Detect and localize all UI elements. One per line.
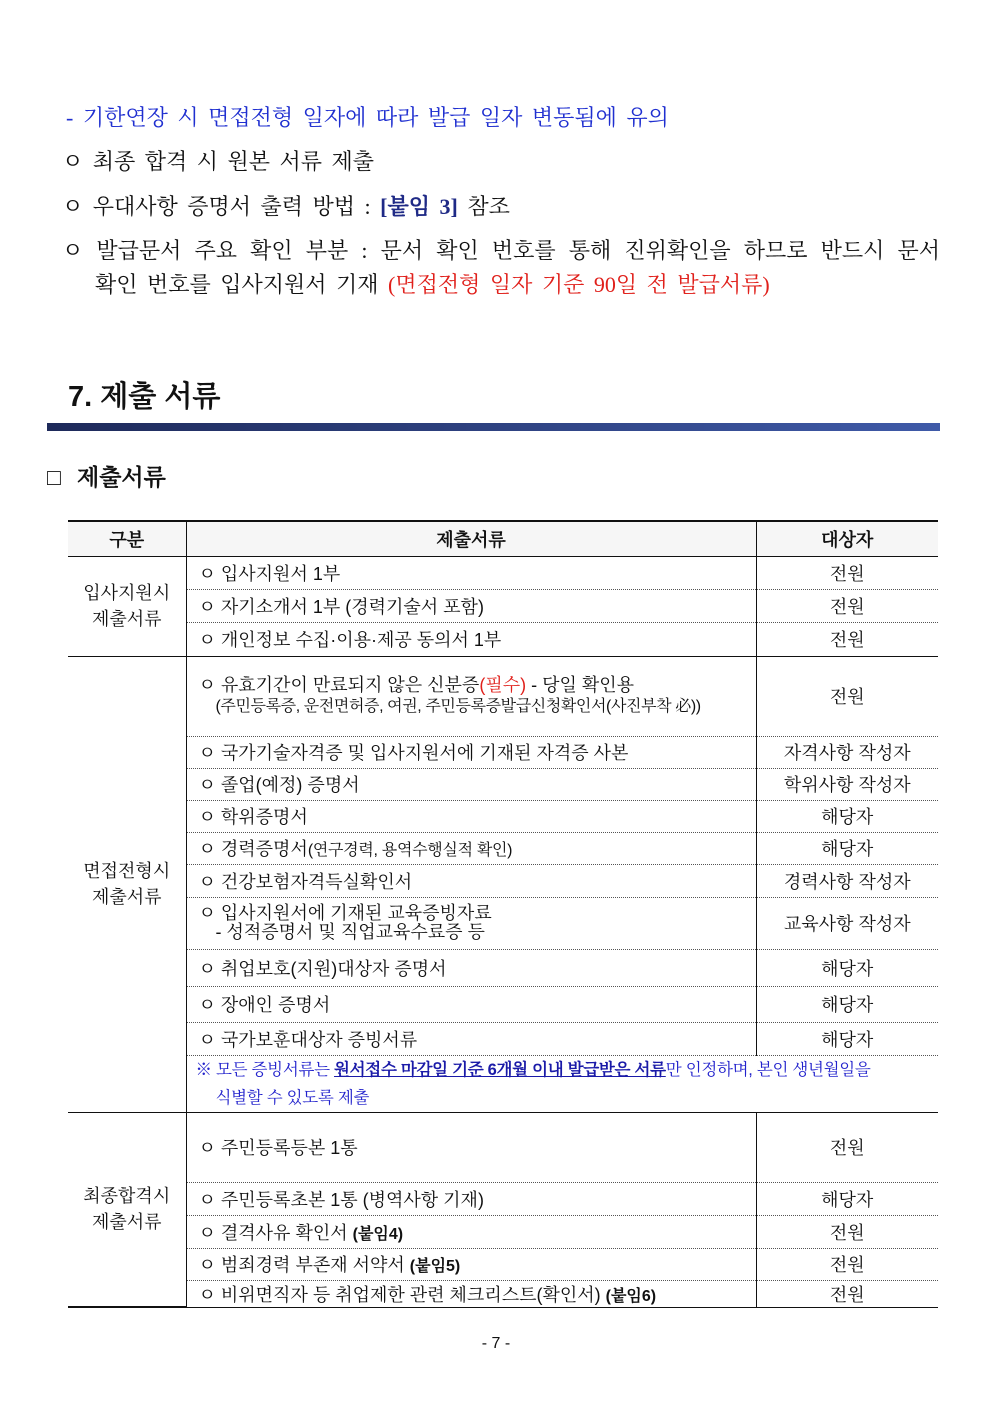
- category-label: 최종합격시: [83, 1186, 171, 1207]
- deadline-extension-note: - 기한연장 시 면접전형 일자에 따라 발급 일자 변동됨에 유의: [66, 105, 669, 130]
- subsection-heading: [47, 462, 166, 492]
- document-item: [186, 1248, 756, 1280]
- target-cell: 전원: [756, 622, 938, 656]
- table-row: [68, 1182, 938, 1215]
- target-cell: 전원: [756, 589, 938, 622]
- target-cell: 교육사항 작성자: [756, 897, 938, 949]
- final-original-documents-note: ㅇ 최종 합격 시 원본 서류 제출: [62, 149, 375, 174]
- header-documents: 제출서류: [186, 521, 756, 556]
- document-item: [186, 1215, 756, 1248]
- category-label: 입사지원시: [83, 583, 171, 603]
- category-label: 면접전형시: [83, 861, 171, 881]
- preference-print-suffix: 참조: [457, 194, 510, 219]
- note-suffix-line1: 만 인정하며, 본인 생년월일을: [665, 1060, 871, 1079]
- target-cell: 경력사항 작성자: [756, 864, 938, 897]
- document-item-main: ㅇ 입사지원서에 기재된 교육증빙자료: [198, 903, 492, 923]
- target-cell: 전원: [756, 1215, 938, 1248]
- document-item: ㅇ 개인정보 수집·이용·제공 동의서 1부: [186, 622, 756, 656]
- document-item: [186, 1280, 756, 1307]
- verification-highlight: (면접전형 일자 기준 90일 전 발급서류): [388, 272, 770, 297]
- target-cell: 자격사항 작성자: [756, 736, 938, 768]
- target-cell: 전원: [756, 1112, 938, 1182]
- document-detail: (연구경력, 용역수행실적 확인): [307, 842, 513, 859]
- table-row: [68, 1280, 938, 1307]
- document-item: ㅇ 장애인 증명서: [186, 986, 756, 1022]
- target-cell: 학위사항 작성자: [756, 768, 938, 800]
- category-label: 제출서류: [91, 1212, 162, 1233]
- attachment-reference: (붙임5): [409, 1258, 461, 1275]
- table-row: [68, 949, 938, 986]
- target-cell: 전원: [756, 556, 938, 589]
- table-row: [68, 1112, 938, 1182]
- document-item-sub: - 성적증명서 및 직업교육수료증 등: [215, 922, 485, 942]
- table-row: [68, 800, 938, 832]
- document-text: ㅇ 경력증명서: [198, 839, 308, 859]
- submission-documents-table: [68, 520, 938, 1308]
- section-divider-bar: [47, 423, 940, 431]
- document-item: [186, 897, 756, 949]
- verification-note-line1: ㅇ 발급문서 주요 확인 부분 : 문서 확인 번호를 통해 진위확인을 하므로 반드시 문서: [62, 238, 940, 263]
- table-row: [68, 864, 938, 897]
- table-row: [68, 986, 938, 1022]
- document-item: ㅇ 자기소개서 1부 (경력기술서 포함): [186, 589, 756, 622]
- document-text: ㅇ 비위면직자 등 취업제한 관련 체크리스트(확인서): [198, 1284, 606, 1305]
- verification-note-text: 확인 번호를 입사지원서 기재: [95, 272, 389, 297]
- section-title: 7. 제출 서류: [68, 381, 221, 413]
- target-cell: 해당자: [756, 1022, 938, 1055]
- document-item: ㅇ 취업보호(지원)대상자 증명서: [186, 949, 756, 986]
- document-text: ㅇ 유효기간이 만료되지 않은 신분증: [198, 675, 480, 695]
- document-item: ㅇ 학위증명서: [186, 800, 756, 832]
- document-item: ㅇ 주민등록초본 1통 (병역사항 기재): [186, 1182, 756, 1215]
- target-cell: 해당자: [756, 986, 938, 1022]
- target-cell: 해당자: [756, 832, 938, 864]
- target-cell: 해당자: [756, 949, 938, 986]
- document-item: ㅇ 입사지원서 1부: [186, 556, 756, 589]
- preference-print-note: [62, 194, 510, 220]
- note-emphasis: 원서접수 마감일 기준 6개월 이내 발급받은 서류: [334, 1060, 666, 1079]
- document-item: ㅇ 건강보험자격득실확인서: [186, 864, 756, 897]
- verification-note-line2: [95, 272, 770, 298]
- table-row: [68, 1248, 938, 1280]
- table-row: [68, 1022, 938, 1055]
- attachment-reference: [붙임 3]: [380, 194, 458, 219]
- document-item: [186, 656, 756, 736]
- category-label: 제출서류: [91, 887, 162, 907]
- table-row: [68, 1215, 938, 1248]
- header-target: 대상자: [756, 521, 938, 556]
- category-label: 제출서류: [91, 609, 162, 629]
- table-row: [68, 832, 938, 864]
- note-prefix: ※ 모든 증빙서류는: [195, 1060, 335, 1079]
- target-cell: 해당자: [756, 800, 938, 832]
- target-cell: 전원: [756, 1280, 938, 1307]
- category-interview: [68, 656, 186, 1112]
- preference-print-text: ㅇ 우대사항 증명서 출력 방법 :: [62, 194, 381, 219]
- document-text-rest: - 당일 확인용: [526, 675, 635, 695]
- table-row: [68, 656, 938, 736]
- document-item-main: [199, 675, 756, 696]
- document-item-sub: (주민등록증, 운전면허증, 여권, 주민등록증발급신청확인서(사진부착 必)): [215, 698, 701, 715]
- table-note-row: [68, 1055, 938, 1112]
- square-bullet-icon: □: [47, 464, 61, 490]
- table-row: [68, 897, 938, 949]
- category-application: [68, 556, 186, 656]
- document-item: ㅇ 주민등록등본 1통: [186, 1112, 756, 1182]
- evidence-note: [186, 1055, 938, 1112]
- subsection-title: 제출서류: [77, 464, 166, 490]
- category-final-pass: [68, 1112, 186, 1307]
- table-row: [68, 736, 938, 768]
- target-cell: 전원: [756, 1248, 938, 1280]
- table-row: [68, 589, 938, 622]
- document-item: ㅇ 국가보훈대상자 증빙서류: [186, 1022, 756, 1055]
- table-header-row: [68, 521, 938, 556]
- header-category: 구분: [68, 521, 186, 556]
- target-cell: 전원: [756, 656, 938, 736]
- page-number: - 7 -: [481, 1335, 511, 1352]
- attachment-reference: (붙임4): [352, 1225, 404, 1243]
- table-row: [68, 768, 938, 800]
- table-row: [68, 556, 938, 589]
- document-item: ㅇ 졸업(예정) 증명서: [186, 768, 756, 800]
- document-item: [186, 832, 756, 864]
- required-mark: (필수): [479, 675, 527, 695]
- note-suffix-line2: 식별할 수 있도록 제출: [215, 1088, 370, 1107]
- document-item: ㅇ 국가기술자격증 및 입사지원서에 기재된 자격증 사본: [186, 736, 756, 768]
- attachment-reference: (붙임6): [605, 1287, 657, 1305]
- document-text: ㅇ 범죄경력 부존재 서약서: [198, 1255, 410, 1275]
- table-row: [68, 622, 938, 656]
- document-text: ㅇ 결격사유 확인서: [198, 1222, 353, 1243]
- target-cell: 해당자: [756, 1182, 938, 1215]
